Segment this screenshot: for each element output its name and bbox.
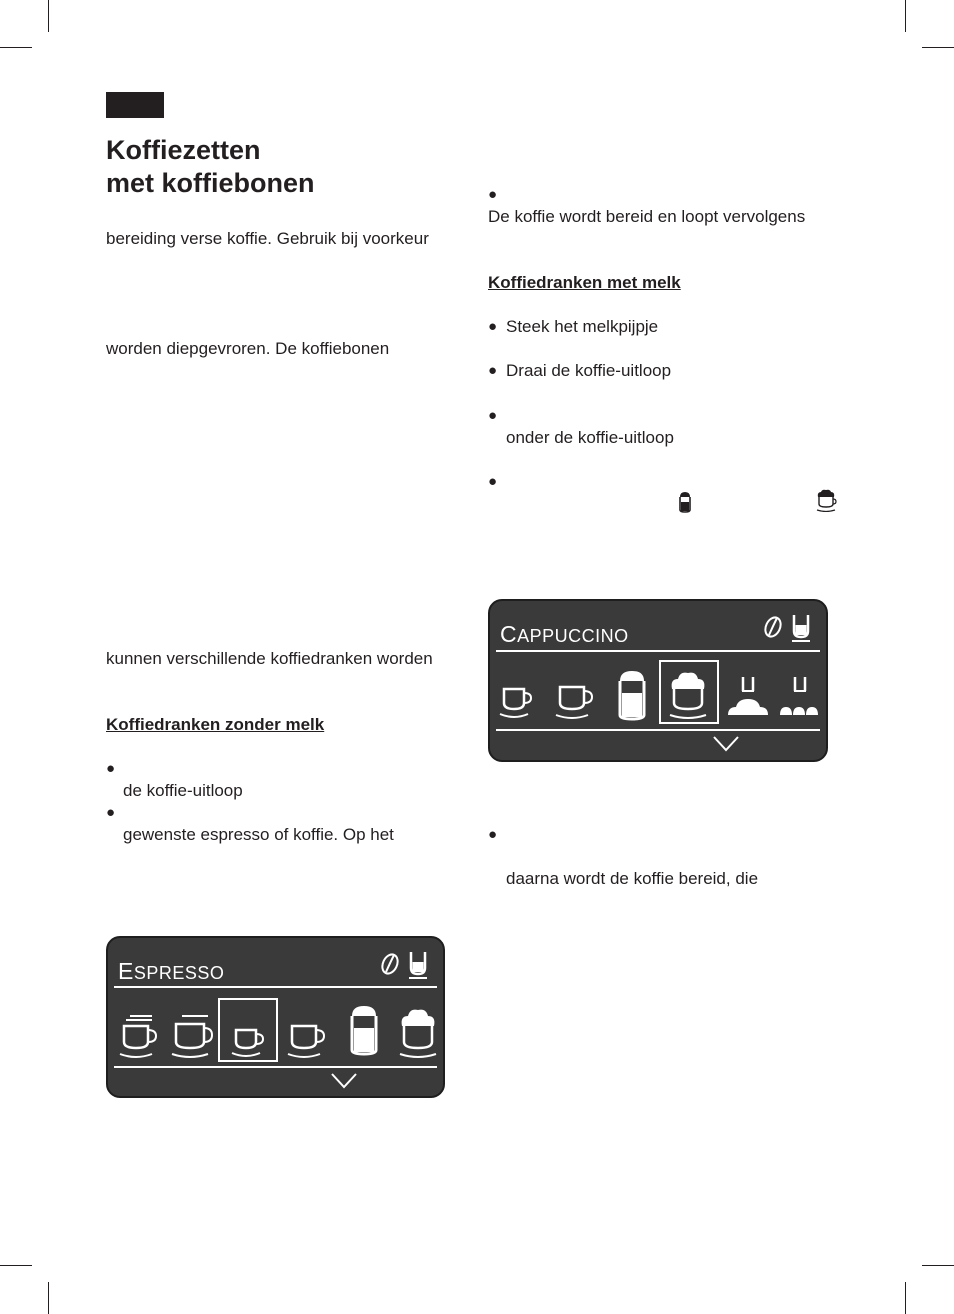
espresso-display xyxy=(106,936,445,1098)
list-item: Steek het melkpijpje xyxy=(506,317,659,336)
latte-glass-icon xyxy=(677,490,693,514)
double-cup-icon xyxy=(170,1012,216,1060)
bullet: ● xyxy=(106,760,116,777)
crop-mark xyxy=(922,47,954,48)
crop-mark xyxy=(0,1265,32,1266)
foam-cup-icon xyxy=(666,669,712,721)
double-cup-icon xyxy=(118,1012,160,1060)
section-heading: Koffiedranken zonder melk xyxy=(106,715,325,734)
cup-icon xyxy=(554,683,598,721)
title-line-1: Koffiezetten xyxy=(106,135,261,165)
cup-icon xyxy=(790,613,812,643)
cappuccino-display xyxy=(488,599,828,762)
crop-mark xyxy=(48,0,49,32)
bean-icon xyxy=(379,950,401,976)
cup-icon xyxy=(498,685,538,721)
bean-icon xyxy=(762,613,784,639)
language-tab xyxy=(106,92,164,118)
bullet: ● xyxy=(488,473,498,490)
latte-glass-icon xyxy=(346,1002,382,1058)
title-initial: C xyxy=(500,621,518,647)
bullet: ● xyxy=(488,407,498,424)
latte-glass-icon xyxy=(614,667,650,723)
list-item: Draai de koffie-uitloop xyxy=(506,361,672,380)
title-line-2: met koffiebonen xyxy=(106,168,315,198)
title-rest: SPRESSO xyxy=(133,963,225,983)
paragraph: kunnen verschillende koffiedranken worden xyxy=(106,649,433,668)
status-icons xyxy=(762,613,812,643)
foam-cup-icon xyxy=(815,488,837,512)
milk-foam-icon xyxy=(726,673,770,719)
display-divider xyxy=(114,986,437,988)
bullet: ● xyxy=(106,804,116,821)
list-item: gewenste espresso of koffie. Op het xyxy=(123,825,394,844)
crop-mark xyxy=(48,1282,49,1314)
milk-icon xyxy=(778,673,822,719)
status-icons xyxy=(379,950,429,980)
paragraph: bereiding verse koffie. Gebruik bij voorkeur xyxy=(106,229,429,248)
display-divider xyxy=(114,1066,437,1068)
title-rest: APPUCCINO xyxy=(517,626,629,646)
foam-cup-icon xyxy=(396,1006,440,1060)
crop-mark xyxy=(0,47,32,48)
cup-icon xyxy=(286,1018,330,1060)
cup-icon xyxy=(407,950,429,980)
display-title xyxy=(118,958,224,985)
page-title xyxy=(106,134,315,200)
list-item: onder de koffie-uitloop xyxy=(506,428,674,447)
crop-mark xyxy=(905,0,906,32)
display-divider xyxy=(496,650,820,652)
display-title xyxy=(500,621,629,648)
list-item: daarna wordt de koffie bereid, die xyxy=(506,869,759,888)
chevron-down-icon[interactable] xyxy=(712,735,740,753)
bullet: ● xyxy=(488,318,498,335)
section-heading: Koffiedranken met melk xyxy=(488,273,681,292)
crop-mark xyxy=(905,1282,906,1314)
display-divider xyxy=(496,729,820,731)
bullet: ● xyxy=(488,362,498,379)
bullet: ● xyxy=(488,826,498,843)
chevron-down-icon[interactable] xyxy=(330,1072,358,1090)
crop-mark xyxy=(922,1265,954,1266)
title-initial: E xyxy=(118,958,134,984)
paragraph: De koffie wordt bereid en loopt vervolgens xyxy=(488,207,806,226)
cup-icon xyxy=(230,1020,270,1060)
bullet: ● xyxy=(488,186,498,203)
list-item: de koffie-uitloop xyxy=(123,781,243,800)
paragraph: worden diepgevroren. De koffiebonen xyxy=(106,339,390,358)
